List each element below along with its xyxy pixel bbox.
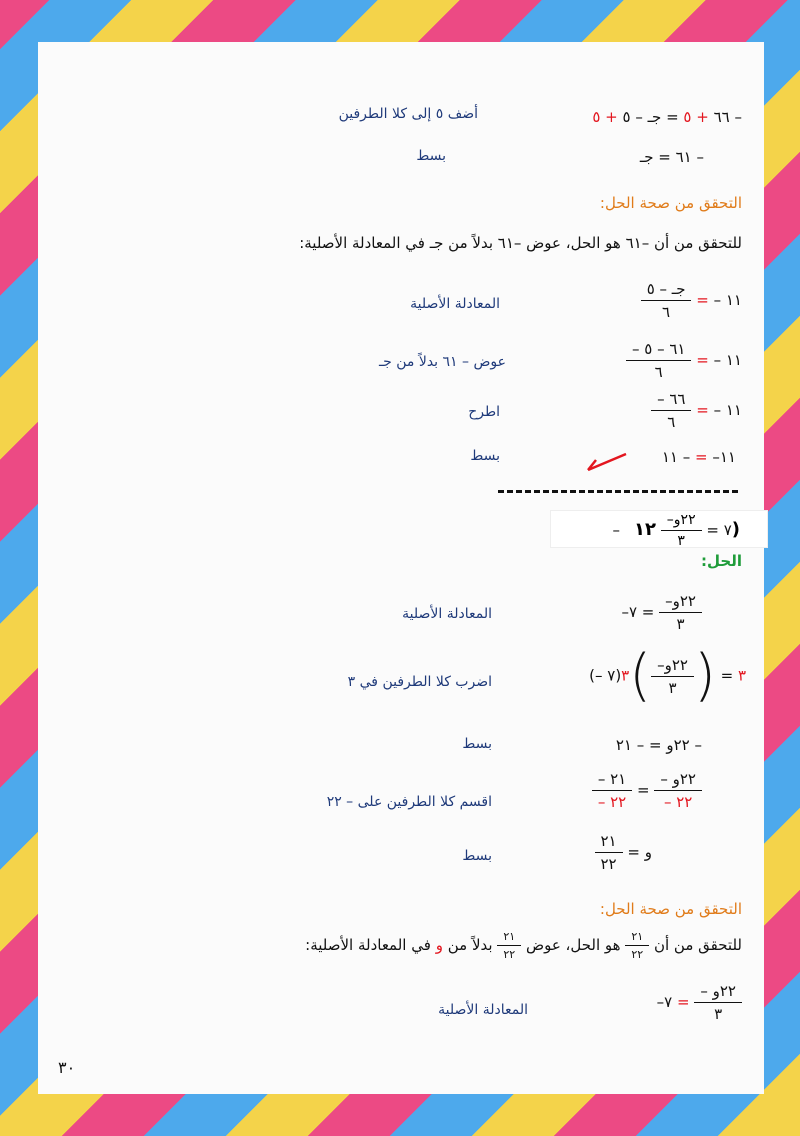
check-row-1: $\frac{\text{جـ – ٥}}{٦}$ = – ١١ [641, 280, 742, 321]
solution-row-4: $\frac{- ٢١}{- ٢٢}$ = $\frac{\text{– ٢٢و}}{- ٢٢}$ [592, 770, 702, 811]
step-desc: المعادلة الأصلية [410, 296, 500, 312]
step-desc: عوض – ٦١ بدلاً من جـ [379, 354, 506, 370]
solution-row-3: – ٢٢و = – ٢١ [615, 736, 702, 754]
step-desc: المعادلة الأصلية [438, 1002, 528, 1018]
step-desc: بسط [462, 848, 492, 864]
check-row-3: $\frac{- ٦٦}{٦}$ = – ١١ [651, 390, 742, 431]
check-heading: التحقق من صحة الحل: [599, 194, 742, 212]
solution-row-5: $\frac{٢١}{٢٢}$ = و [595, 832, 653, 873]
checkmark-icon [586, 450, 630, 474]
step-desc: اضرب كلا الطرفين في ٣ [347, 674, 492, 690]
problem-12: –٧ = $\frac{\text{–٢٢و}}{٣}$ ١٢) [612, 512, 740, 549]
separator [498, 490, 738, 493]
solution-heading: الحل: [701, 552, 742, 570]
solution-row-2: (– ٧) ٣ = ( $\frac{\text{–٢٢و}}{٣}$ )٣ [589, 643, 746, 708]
page [38, 42, 764, 1094]
check-row-2: $\frac{- ٦١ - ٥}{٦}$ = – ١١ [626, 340, 742, 381]
step-desc: المعادلة الأصلية [402, 606, 492, 622]
step-desc: اطرح [468, 404, 500, 420]
check-text-2: للتحقق من أن $\frac{٢١}{٢٢}$ هو الحل، عوض $\frac{٢١}{٢٢}$ بدلاً من و في المعادلة الأصلية: [305, 930, 742, 961]
step-desc: أضف ٥ إلى كلا الطرفين [338, 106, 478, 122]
check-text: للتحقق من أن –٦١ هو الحل، عوض –٦١ بدلاً من جـ في المعادلة الأصلية: [299, 234, 742, 252]
equation-result: – ٦١ = جـ [639, 148, 704, 166]
step-desc: بسط [470, 448, 500, 464]
check-row-4: ١١– = – ١١ [661, 448, 736, 466]
page-number: ٣٠ [58, 1058, 76, 1077]
step-desc: بسط [462, 736, 492, 752]
step-desc: اقسم كلا الطرفين على – ٢٢ [326, 794, 492, 810]
step-desc: بسط [416, 148, 446, 164]
equation-add-five: – ٦٦ + ٥ = جـ – ٥ + ٥ [592, 108, 742, 126]
solution-row-1: –٧ = $\frac{\text{–٢٢و}}{٣}$ [621, 592, 702, 633]
check-heading: التحقق من صحة الحل: [599, 900, 742, 918]
check2-row-1: –٧ = $\frac{\text{– ٢٢و}}{٣}$ [657, 982, 742, 1023]
